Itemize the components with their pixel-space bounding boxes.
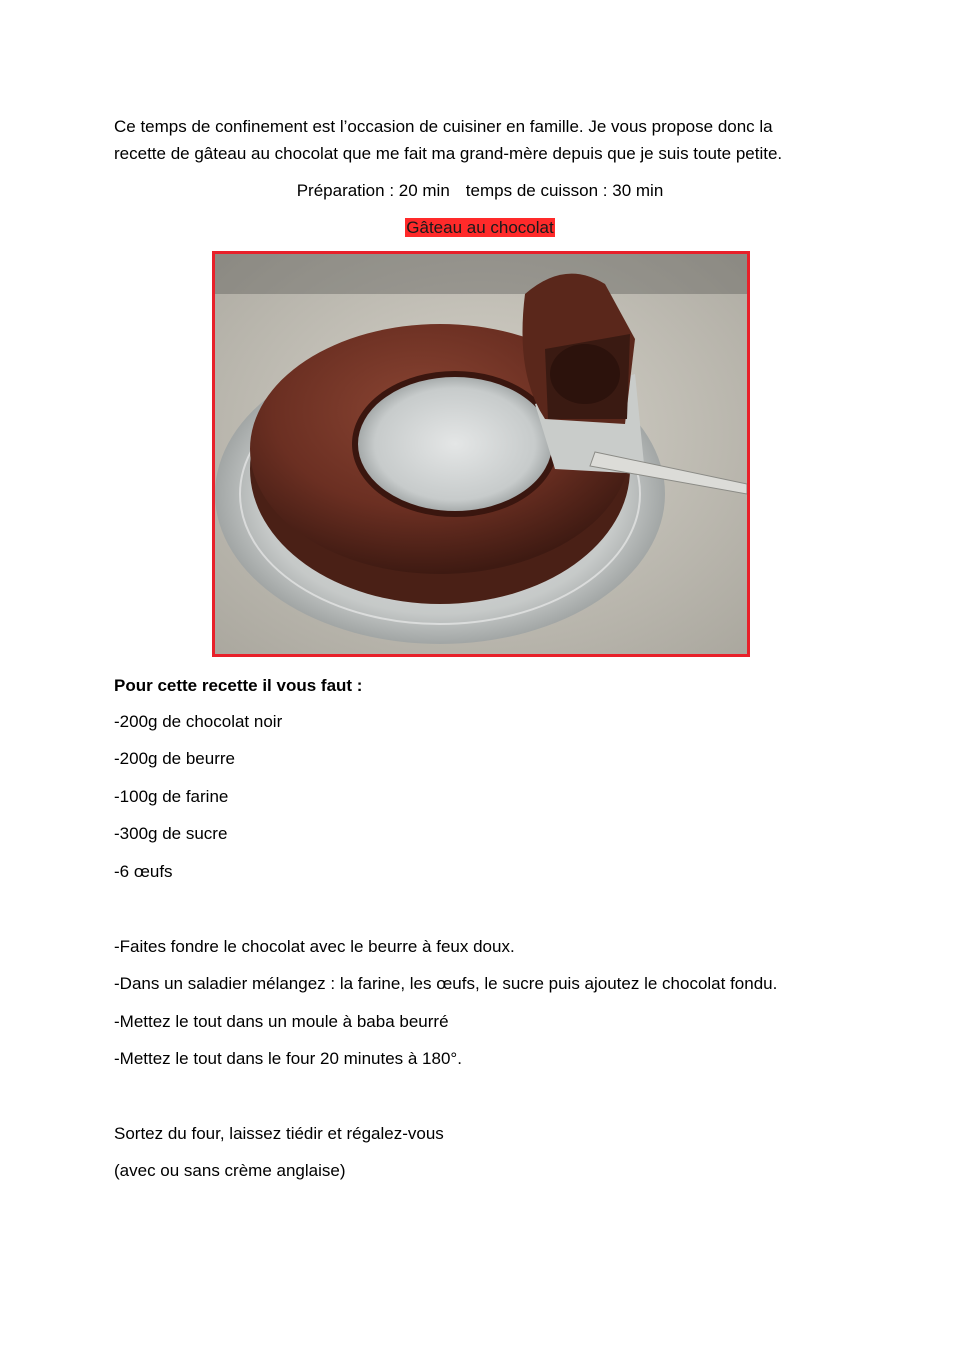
step-item: -Mettez le tout dans le four 20 minutes à 180°. [114,1049,462,1068]
ingredients-heading: Pour cette recette il vous faut : [114,676,363,695]
ingredient-item: -100g de farine [114,787,229,806]
recipe-title: Gâteau au chocolat [406,218,554,237]
closing-line-1: Sortez du four, laissez tiédir et régalez-vous [114,1124,444,1143]
cake-photo [212,251,750,657]
step-item: -Mettez le tout dans un moule à baba beurré [114,1012,449,1031]
ingredient-item: -200g de chocolat noir [114,712,283,731]
step-item: -Dans un saladier mélangez : la farine, les œufs, le sucre puis ajoutez le chocolat fondu. [114,974,778,993]
ingredient-item: -200g de beurre [114,749,235,768]
ingredient-item: -6 œufs [114,862,173,881]
ingredient-item: -300g de sucre [114,824,228,843]
cooking-time: temps de cuisson : 30 min [465,181,664,200]
chocolate-cake-photo-icon [215,254,747,654]
intro-line-1: Ce temps de confinement est l’occasion de cuisiner en famille. Je vous propose donc la [114,117,773,136]
preparation-time: Préparation : 20 min [296,181,450,200]
step-item: -Faites fondre le chocolat avec le beurre à feux doux. [114,937,515,956]
intro-line-2: recette de gâteau au chocolat que me fait ma grand-mère depuis que je suis toute petite. [114,144,783,163]
closing-line-2: (avec ou sans crème anglaise) [114,1161,346,1180]
recipe-title-wrap [0,218,960,238]
timing-line [0,181,960,201]
